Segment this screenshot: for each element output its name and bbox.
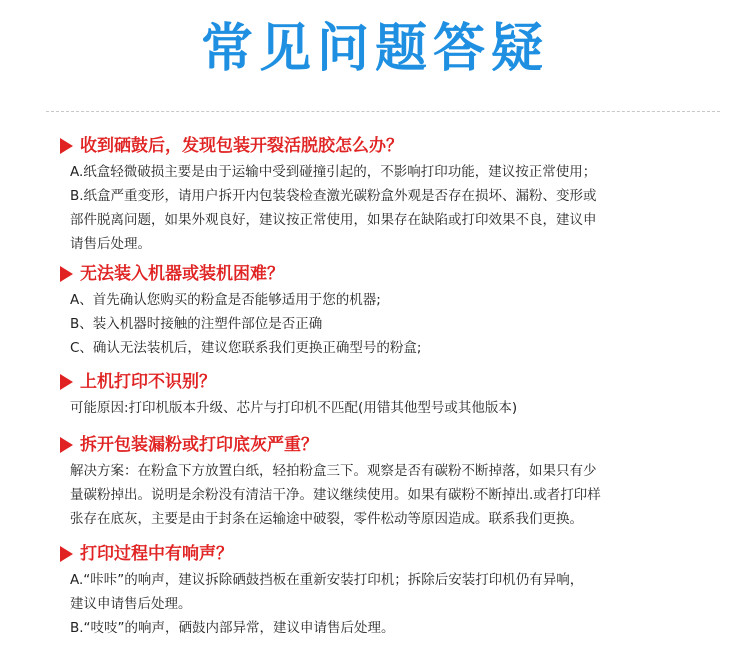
faq-answer-line: C、确认无法装机后，建议您联系我们更换正确型号的粉盒; (70, 340, 422, 356)
faq-question (60, 431, 700, 459)
faq-answer-line: A.纸盒轻微破损主要是由于运输中受到碰撞引起的，不影响打印功能，建议按正常使用； (70, 164, 597, 180)
play-triangle-icon (60, 374, 73, 390)
title-divider (46, 111, 720, 112)
faq-answer-line: 请售后处理。 (70, 236, 151, 252)
faq-answer-line: B.“吱吱”的响声，硒鼓内部异常，建议申请售后处理。 (70, 620, 395, 636)
faq-question-text: 打印过程中有响声？ (80, 544, 233, 564)
faq-answer-line: B.纸盒严重变形，请用户拆开内包装袋检查激光碳粉盒外观是否存在损坏、漏粉、变形或 (70, 188, 597, 204)
faq-item (60, 132, 700, 256)
faq-question (60, 260, 700, 288)
page-title: 常见问题答疑 (200, 19, 549, 79)
play-triangle-icon (60, 437, 73, 453)
faq-question-text: 收到硒鼓后，发现包装开裂活脱胶怎么办？ (80, 136, 403, 156)
faq-answer-line: 可能原因:打印机版本升级、芯片与打印机不匹配(用错其他型号或其他版本) (70, 400, 518, 416)
faq-question-text: 无法装入机器或装机困难？ (80, 264, 284, 284)
faq-question (60, 540, 700, 568)
faq-item (60, 540, 700, 640)
faq-question-text: 上机打印不识别？ (80, 372, 216, 392)
faq-answer-line: A.“咔咔”的响声，建议拆除硒鼓挡板在重新安装打印机；拆除后安装打印机仍有异响， (70, 572, 584, 588)
faq-question (60, 368, 700, 396)
faq-answer-line: B、装入机器时接触的注塑件部位是否正确 (70, 316, 323, 332)
faq-answer-line: 量碳粉掉出。说明是余粉没有清洁干净。建议继续使用。如果有碳粉不断掉出.或者打印样 (70, 487, 601, 503)
faq-answer-line: 张存在底灰，主要是由于封条在运输途中破裂，零件松动等原因造成。联系我们更换。 (70, 511, 583, 527)
faq-answer-line: 建议申请售后处理。 (70, 596, 192, 612)
faq-answer-line: 部件脱离问题，如果外观良好，建议按正常使用，如果存在缺陷或打印效果不良，建议申 (70, 212, 597, 228)
faq-item (60, 260, 700, 360)
faq-question (60, 132, 700, 160)
faq-question-text: 拆开包装漏粉或打印底灰严重？ (80, 435, 318, 455)
faq-answer-line: 解决方案：在粉盒下方放置白纸，轻拍粉盒三下。观察是否有碳粉不断掉落，如果只有少 (70, 463, 597, 479)
play-triangle-icon (60, 266, 73, 282)
faq-item (60, 368, 700, 420)
play-triangle-icon (60, 546, 73, 562)
faq-answer-line: A、首先确认您购买的粉盒是否能够适用于您的机器; (70, 292, 381, 308)
faq-item (60, 431, 700, 531)
play-triangle-icon (60, 138, 73, 154)
